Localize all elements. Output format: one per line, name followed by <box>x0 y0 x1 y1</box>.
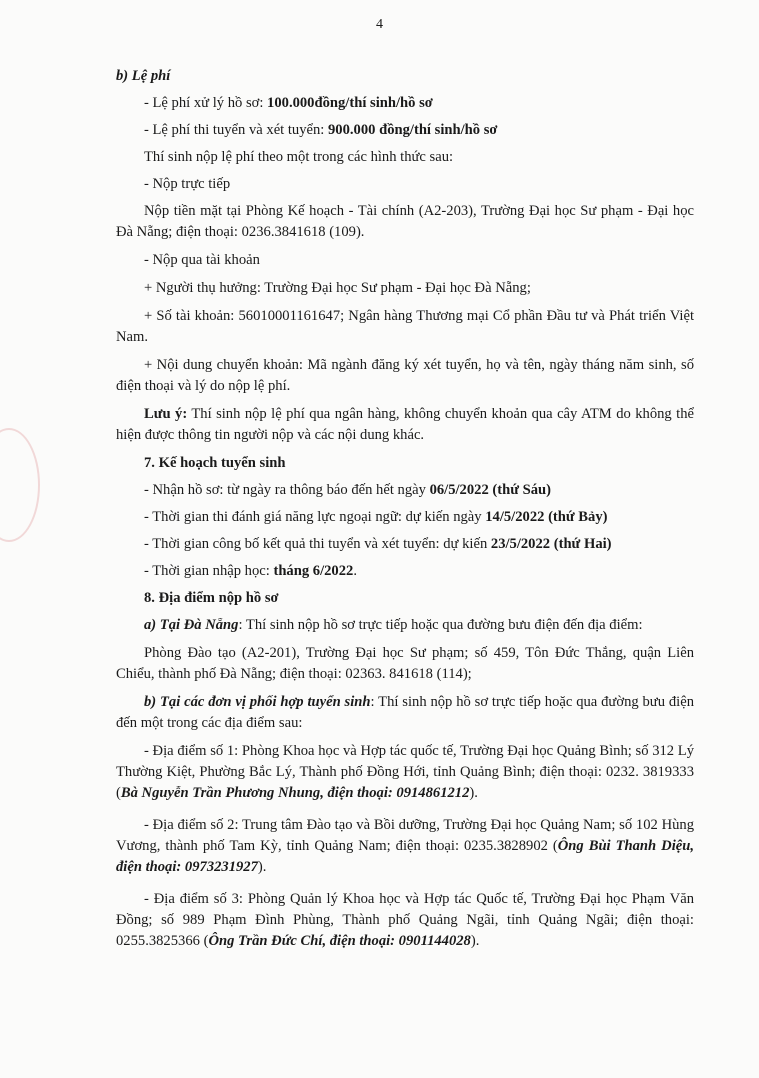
danang-label: a) Tại Đà Nẵng <box>144 617 239 633</box>
location-heading-text: 8. Địa điểm nộp hồ sơ <box>144 590 279 606</box>
site-1-contact: Bà Nguyễn Trần Phương Nhung, điện thoại: 0914861212 <box>120 785 470 801</box>
partners-label: b) Tại các đơn vị phối hợp tuyển sinh <box>144 694 371 710</box>
site-2-text: - Địa điểm số 2: Trung tâm Đào tạo và Bồi dưỡng, Trường Đại học Quảng Nam; số 102 Hùng Vương, thành phố Tam Kỳ, tỉnh Quảng Nam; điện thoại: 0235.3828902 ( <box>116 817 694 854</box>
stamp-mark <box>0 428 40 542</box>
exam-fee <box>116 120 694 141</box>
partners-location <box>116 692 694 734</box>
exam-fee-label: - Lệ phí thi tuyển và xét tuyển: <box>144 122 328 138</box>
account-number: + Số tài khoản: 56010001161647; Ngân hàng Thương mại Cổ phần Đầu tư và Phát triển Việt Nam. <box>116 308 694 345</box>
site-2-phone: : 0973231927 <box>176 859 258 875</box>
exam-fee-value: 900.000 đồng/thí sinh/hồ sơ <box>328 122 498 138</box>
danang-address: Phòng Đào tạo (A2-201), Trường Đại học Sư phạm; số 459, Tôn Đức Thắng, quận Liên Chiểu, thành phố Đà Nẵng; điện thoại: 02363. 841618 (114); <box>116 645 694 682</box>
site-3 <box>116 889 694 952</box>
enroll-date <box>116 561 694 582</box>
transfer-content: + Nội dung chuyển khoản: Mã ngành đăng ký xét tuyển, họ và tên, ngày tháng năm sinh, số điện thoại và lý do nộp lệ phí. <box>116 357 694 394</box>
results-value: 23/5/2022 (thứ Hai) <box>490 536 612 552</box>
receive-value: 06/5/2022 (thứ Sáu) <box>429 482 552 498</box>
site-2-contact: Ông Bùi Thanh Diệu, điện thoại <box>116 838 694 875</box>
site-3-end: ). <box>470 933 480 949</box>
results-date <box>116 534 694 555</box>
location-heading <box>116 588 694 609</box>
language-label: - Thời gian thi đánh giá năng lực ngoại ngữ: dự kiến ngày <box>144 509 486 525</box>
document-body <box>116 66 694 952</box>
results-label: - Thời gian công bố kết quả thi tuyển và xét tuyển: dự kiến <box>144 536 491 552</box>
note <box>116 404 694 446</box>
site-1 <box>116 741 694 804</box>
language-value: 14/5/2022 (thứ Bảy) <box>485 509 608 525</box>
enroll-label: - Thời gian nhập học: <box>144 563 274 579</box>
processing-fee <box>116 93 694 114</box>
plan-heading <box>116 453 694 474</box>
language-exam-date <box>116 507 694 528</box>
note-text: Thí sinh nộp lệ phí qua ngân hàng, không chuyển khoản qua cây ATM do không thể hiện được thông tin người nộp và các nội dung khác. <box>116 406 694 443</box>
site-2 <box>116 815 694 878</box>
note-label: Lưu ý: <box>144 406 188 422</box>
beneficiary: + Người thụ hưởng: Trường Đại học Sư phạm - Đại học Đà Nẵng; <box>144 280 531 296</box>
forms-intro: Thí sinh nộp lệ phí theo một trong các hình thức sau: <box>144 149 454 165</box>
processing-fee-value: 100.000đồng/thí sinh/hồ sơ <box>267 95 433 111</box>
fees-heading: b) Lệ phí <box>116 68 171 84</box>
site-3-contact: Ông Trần Đức Chí, điện thoại: 0901144028 <box>208 933 471 949</box>
partners-text: : Thí sinh nộp hồ sơ trực tiếp hoặc qua đường bưu điện đến một trong các địa điểm sau: <box>116 694 694 731</box>
receive-label: - Nhận hồ sơ: từ ngày ra thông báo đến hết ngày <box>144 482 430 498</box>
site-1-end: ). <box>469 785 478 801</box>
danang-location <box>116 615 694 636</box>
site-1-text: - Địa điểm số 1: Phòng Khoa học và Hợp tác quốc tế, Trường Đại học Quảng Bình; số 312 Lý Thường Kiệt, Phường Bắc Lý, Thành phố Đồng Hới, tỉnh Quảng Bình; điện thoại: 0232. 3819333 ( <box>116 743 694 801</box>
page-number: 4 <box>376 17 383 32</box>
processing-fee-label: - Lệ phí xử lý hồ sơ: <box>144 95 268 111</box>
site-2-end: ). <box>257 859 267 875</box>
plan-heading-text: 7. Kế hoạch tuyển sinh <box>144 455 286 471</box>
danang-text: : Thí sinh nộp hồ sơ trực tiếp hoặc qua đường bưu điện đến địa điểm: <box>238 617 643 633</box>
direct-payment-label: - Nộp trực tiếp <box>144 176 231 192</box>
site-3-text: - Địa điểm số 3: Phòng Quản lý Khoa học và Hợp tác Quốc tế, Trường Đại học Phạm Văn Đồng; số 989 Phạm Đình Phùng, Thành phố Quảng Ngãi, tỉnh Quảng Ngãi; điện thoại: 0255.3825366 ( <box>116 891 694 949</box>
direct-payment-text: Nộp tiền mặt tại Phòng Kế hoạch - Tài chính (A2-203), Trường Đại học Sư phạm - Đại học Đà Nẵng; điện thoại: 0236.3841618 (109). <box>116 203 694 240</box>
account-payment-label: - Nộp qua tài khoản <box>144 252 260 268</box>
enroll-end: . <box>353 563 357 579</box>
enroll-value: tháng 6/2022 <box>273 563 354 579</box>
receive-date <box>116 480 694 501</box>
